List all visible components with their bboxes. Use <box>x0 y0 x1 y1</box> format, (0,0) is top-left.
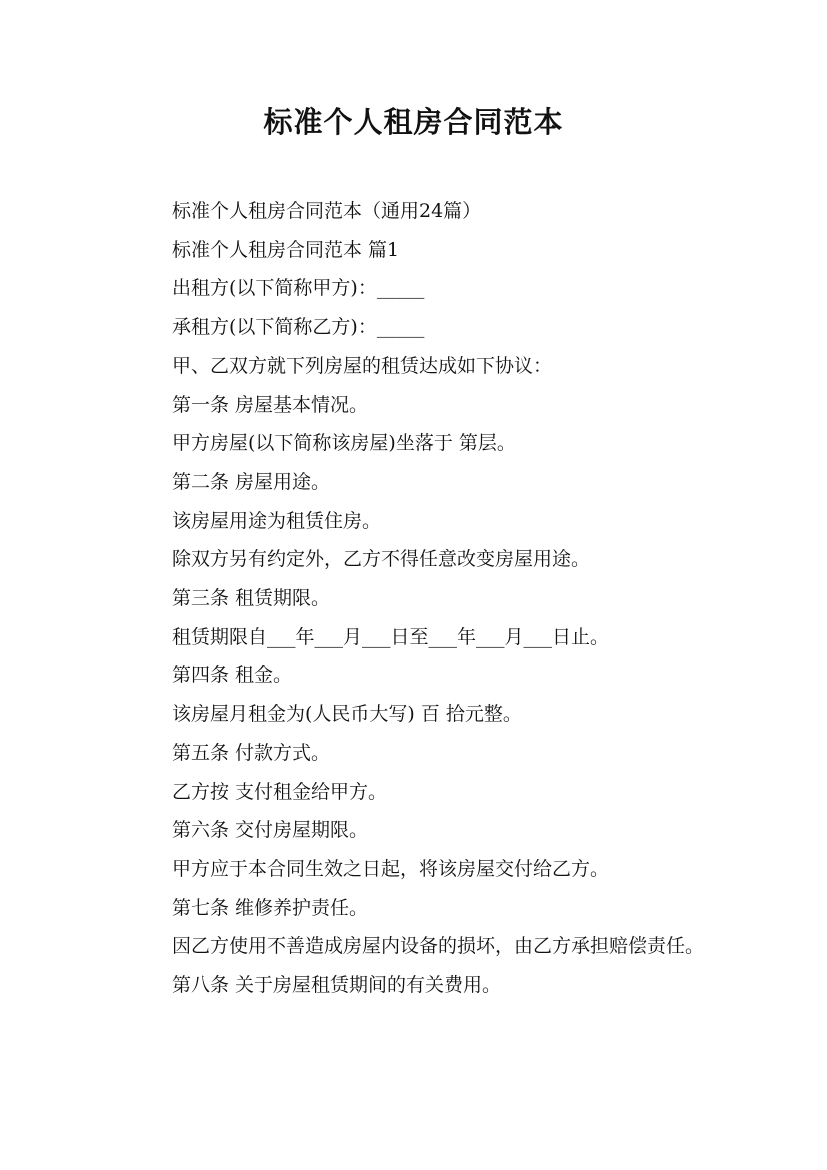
paragraph: 第四条 租金。 <box>172 664 293 687</box>
paragraph: 甲、乙双方就下列房屋的租赁达成如下协议： <box>172 354 553 377</box>
paragraph: 该房屋用途为租赁住房。 <box>172 509 382 532</box>
paragraph: 甲方房屋(以下简称该房屋)坐落于 第层。 <box>172 432 516 455</box>
paragraph: 标准个人租房合同范本（通用24篇） <box>172 200 482 222</box>
paragraph: 第七条 维修养护责任。 <box>172 896 369 919</box>
paragraph: 第三条 租赁期限。 <box>172 587 331 610</box>
paragraph: 标准个人租房合同范本 篇1 <box>172 238 400 261</box>
paragraph: 甲方应于本合同生效之日起，将该房屋交付给乙方。 <box>172 857 610 880</box>
paragraph: 该房屋月租金为(人民币大写) 百 拾元整。 <box>172 703 522 726</box>
paragraph: 第二条 房屋用途。 <box>172 470 331 493</box>
paragraph: 第五条 付款方式。 <box>172 741 331 764</box>
paragraph: 因乙方使用不善造成房屋内设备的损坏，由乙方承担赔偿责任。 <box>172 935 705 958</box>
paragraph: 乙方按 支付租金给甲方。 <box>172 780 388 803</box>
paragraph: 承租方(以下简称乙方)：_____ <box>172 316 425 339</box>
paragraph: 租赁期限自___年___月___日至___年___月___日止。 <box>172 625 610 648</box>
paragraph: 第八条 关于房屋租赁期间的有关费用。 <box>172 974 502 997</box>
paragraph: 第六条 交付房屋期限。 <box>172 819 369 842</box>
paragraph: 出租方(以下简称甲方)：_____ <box>172 277 425 300</box>
paragraph: 第一条 房屋基本情况。 <box>172 393 369 416</box>
document-body <box>115 192 707 1005</box>
paragraph: 除双方另有约定外，乙方不得任意改变房屋用途。 <box>172 548 591 571</box>
document-title: 标准个人租房合同范本 <box>263 105 564 139</box>
